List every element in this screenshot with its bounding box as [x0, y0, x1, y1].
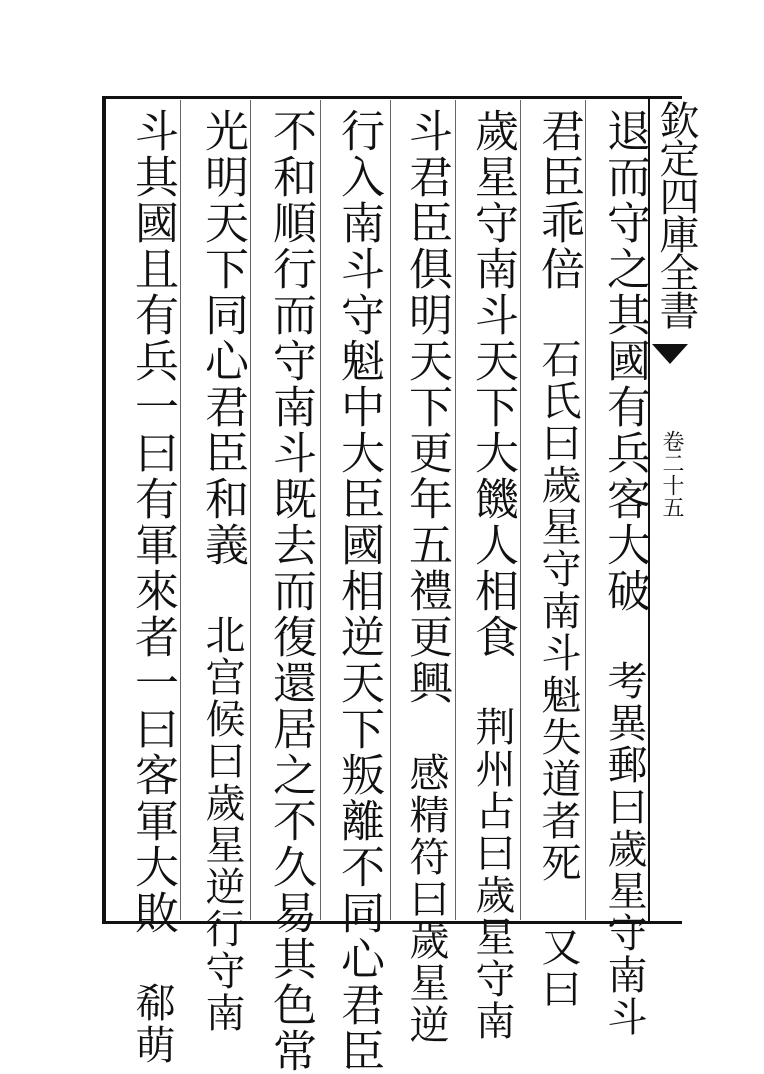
column-note-text: 北宫候曰歲星逆行守南 — [199, 614, 245, 1034]
fish-tail-icon — [650, 340, 690, 368]
book-title: 欽定四庫全書 — [653, 100, 699, 328]
text-column-6 — [262, 108, 318, 1074]
column-main-text: 君臣乖倍 — [533, 108, 584, 292]
text-column-1 — [596, 108, 652, 1038]
column-note-text: 郗萌 — [129, 982, 175, 1066]
column-rule — [320, 100, 321, 920]
column-rule — [455, 100, 456, 920]
column-main-text: 斗君臣俱明天下更年五禮更興 — [401, 108, 452, 706]
text-column-5 — [330, 108, 386, 1074]
column-note-text: 石氏曰歲星守南斗魁失道者死 又曰 — [535, 338, 581, 1010]
page-frame — [102, 96, 682, 924]
column-main-text: 退而守之其國有兵客大破 — [599, 108, 650, 614]
column-rule — [390, 100, 391, 920]
volume-label: 卷二十五 — [659, 430, 684, 518]
column-note-text: 考異郵曰歲星守南斗 — [601, 660, 647, 1038]
text-column-4 — [398, 108, 454, 1046]
text-column-2 — [530, 108, 586, 1010]
column-rule — [250, 100, 251, 920]
column-rule — [180, 100, 181, 920]
column-main-text: 行入南斗守魁中大臣國相逆天下叛離不同心君臣 — [333, 108, 384, 1074]
column-main-text: 歲星守南斗天下大饑人相食 — [467, 108, 518, 660]
column-main-text: 光明天下同心君臣和義 — [197, 108, 248, 568]
column-main-text: 斗其國且有兵一曰有軍來者一曰客軍大敗 — [127, 108, 178, 936]
column-note-text: 感精符曰歲星逆 — [403, 752, 449, 1046]
column-rule — [520, 100, 521, 920]
text-column-3 — [464, 108, 520, 1042]
text-column-8 — [124, 108, 180, 1066]
column-note-text: 荆州占曰歲星守南 — [469, 706, 515, 1042]
column-main-text: 不和順行而守南斗既去而復還居之不久易其色常 — [265, 108, 316, 1074]
text-column-7 — [194, 108, 250, 1034]
